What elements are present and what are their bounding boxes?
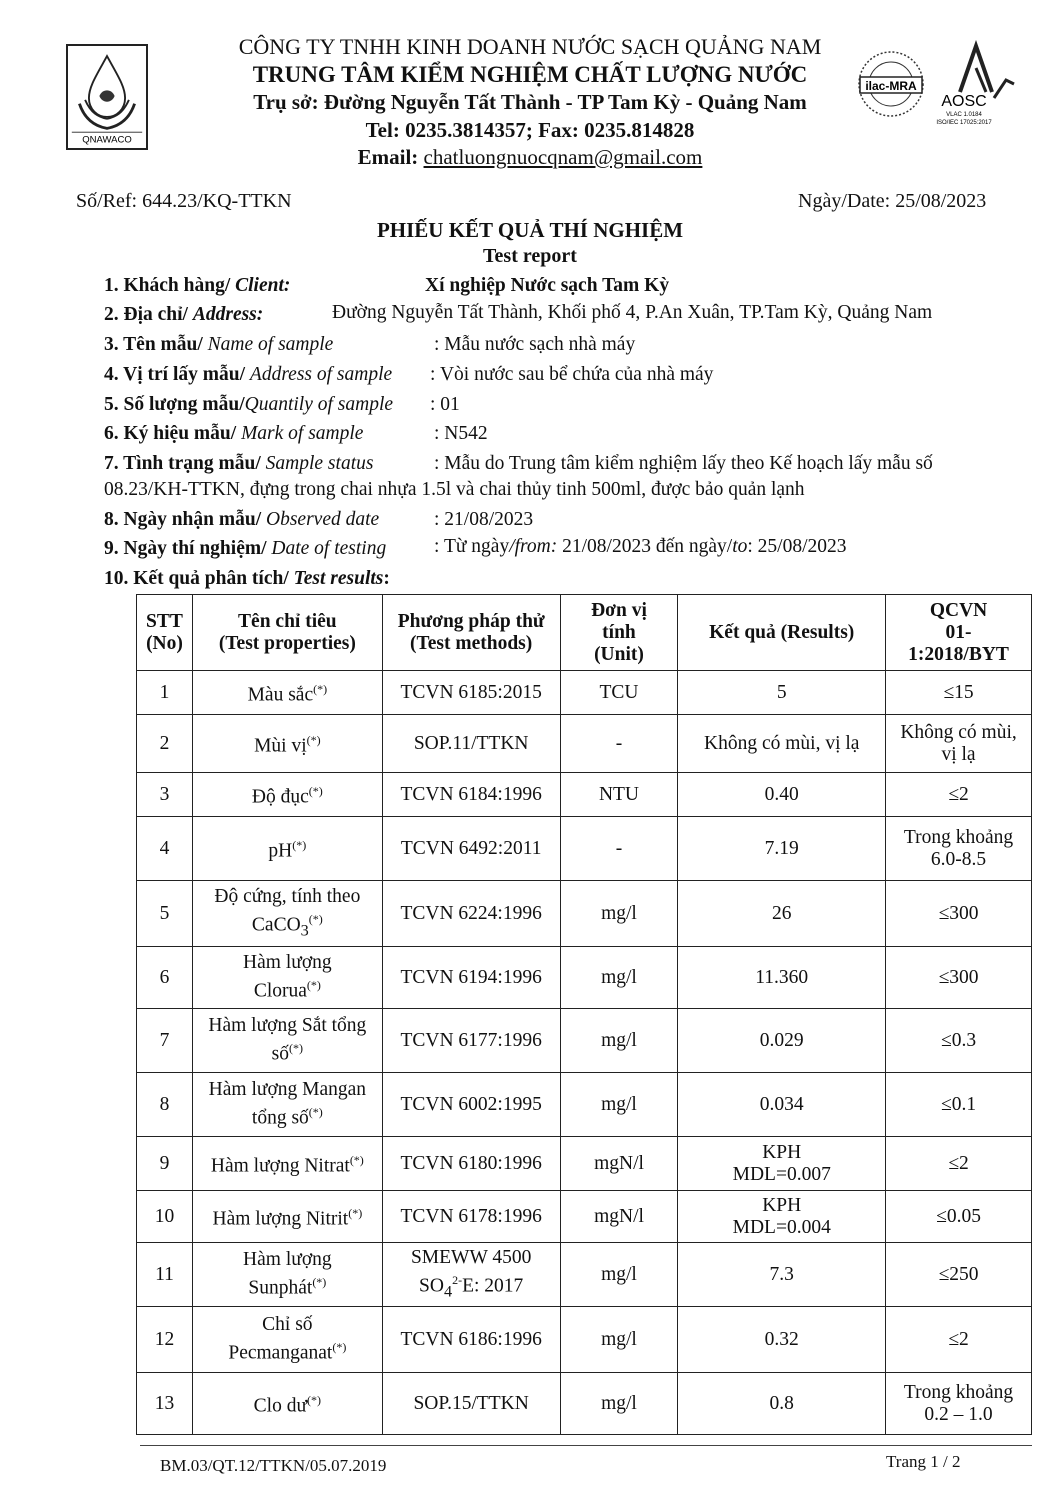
row-unit: mg/l (560, 1009, 678, 1073)
row-result: 0.029 (678, 1009, 886, 1073)
table-row (137, 1137, 1032, 1191)
row-standard: ≤250 (886, 1243, 1032, 1307)
row-result: KPH MDL=0.004 (678, 1191, 886, 1243)
row-no: 4 (137, 817, 193, 881)
page-number: Trang 1 / 2 (886, 1452, 961, 1471)
info-sample-name: 3. Tên mẫu/ Name of sample (104, 334, 334, 355)
row-standard: ≤0.1 (886, 1073, 1032, 1137)
row-method: SMEWW 4500 $SO_4^{2-}E$: 2017 (382, 1243, 560, 1307)
row-unit: NTU (560, 773, 678, 817)
row-result: 5 (678, 671, 886, 715)
row-standard: ≤2 (886, 1307, 1032, 1373)
info-observed-date-value: : 21/08/2023 (434, 509, 534, 530)
row-unit: - (560, 715, 678, 773)
table-row (137, 715, 1032, 773)
row-method: TCVN 6002:1995 (382, 1073, 560, 1137)
info-testing-date-value: : Từ ngày/from: 21/08/2023 đến ngày/to: 25/08/2023 (434, 536, 847, 557)
row-method: TCVN 6180:1996 (382, 1137, 560, 1191)
row-unit: mg/l (560, 881, 678, 947)
email-line (160, 145, 900, 170)
table-row (137, 1191, 1032, 1243)
info-status: 7. Tình trạng mẫu/ Sample status (104, 453, 374, 474)
aosc-logo (930, 40, 1022, 132)
company-name: CÔNG TY TNHH KINH DOANH NƯỚC SẠCH QUẢNG NAM (238, 34, 822, 59)
address-line: Trụ sở: Đường Nguyễn Tất Thành - TP Tam Kỳ - Quảng Nam (253, 90, 807, 114)
header-standard: QCVN 01- 1:2018/BYT (886, 595, 1032, 671)
info-observed-date: 8. Ngày nhận mẫu/ Observed date (104, 509, 380, 530)
table-row (137, 1009, 1032, 1073)
row-method: TCVN 6224:1996 (382, 881, 560, 947)
row-result: KPH MDL=0.007 (678, 1137, 886, 1191)
row-result: 0.034 (678, 1073, 886, 1137)
info-sample-name-value: : Mẫu nước sạch nhà máy (434, 334, 636, 355)
table-row (137, 1373, 1032, 1435)
table-row (137, 817, 1032, 881)
row-unit: mg/l (560, 1373, 678, 1435)
row-unit: mg/l (560, 1073, 678, 1137)
row-method: TCVN 6177:1996 (382, 1009, 560, 1073)
footer-divider (140, 1445, 1032, 1446)
row-method: SOP.15/TTKN (382, 1373, 560, 1435)
row-unit: mg/l (560, 1307, 678, 1373)
info-address-value: Đường Nguyễn Tất Thành, Khối phố 4, P.An Xuân, TP.Tam Kỳ, Quảng Nam (332, 302, 933, 323)
row-standard: ≤300 (886, 947, 1032, 1009)
row-result: 7.19 (678, 817, 886, 881)
row-name: Hàm lượng Sắt tổng số(*) (192, 1009, 382, 1073)
row-result: 0.8 (678, 1373, 886, 1435)
row-no: 7 (137, 1009, 193, 1073)
info-client: 1. Khách hàng/ Client: (104, 275, 291, 296)
info-mark-value: : N542 (434, 423, 488, 444)
row-name: Chỉ số Pecmanganat(*) (192, 1307, 382, 1373)
row-no: 8 (137, 1073, 193, 1137)
row-method: TCVN 6178:1996 (382, 1191, 560, 1243)
phone-line: Tel: 0235.3814357; Fax: 0235.814828 (365, 118, 695, 142)
table-row (137, 671, 1032, 715)
company-logo-text: QNAWACO (82, 134, 132, 146)
row-method: TCVN 6184:1996 (382, 773, 560, 817)
row-standard: ≤300 (886, 881, 1032, 947)
row-method: TCVN 6492:2011 (382, 817, 560, 881)
table-row (137, 947, 1032, 1009)
row-name: Hàm lượng Nitrat(*) (192, 1137, 382, 1191)
row-no: 9 (137, 1137, 193, 1191)
row-no: 1 (137, 671, 193, 715)
row-method: TCVN 6185:2015 (382, 671, 560, 715)
info-mark: 6. Ký hiệu mẫu/ Mark of sample (104, 423, 364, 444)
row-unit: mgN/l (560, 1191, 678, 1243)
row-unit: TCU (560, 671, 678, 715)
row-result: 7.3 (678, 1243, 886, 1307)
row-standard: ≤2 (886, 1137, 1032, 1191)
row-name: Hàm lượng Nitrit(*) (192, 1191, 382, 1243)
table-row (137, 881, 1032, 947)
reference-number: Số/Ref: 644.23/KQ-TTKN (76, 190, 292, 212)
info-quantity: 5. Số lượng mẫu/Quantily of sample (104, 394, 394, 415)
row-standard: Không có mùi, vị lạ (886, 715, 1032, 773)
info-sample-location: 4. Vị trí lấy mẫu/ Address of sample (104, 364, 393, 385)
row-method: SOP.11/TTKN (382, 715, 560, 773)
aosc-sub1: VLAC 1.0184 (946, 112, 982, 118)
row-standard: Trong khoảng 0.2 – 1.0 (886, 1373, 1032, 1435)
row-name: pH(*) (192, 817, 382, 881)
report-title: PHIẾU KẾT QUẢ THÍ NGHIỆM (376, 218, 684, 242)
aosc-text: AOSC (941, 93, 987, 110)
row-no: 11 (137, 1243, 193, 1307)
row-name: Hàm lượng Mangan tổng số(*) (192, 1073, 382, 1137)
company-logo (66, 44, 148, 150)
row-unit: - (560, 817, 678, 881)
row-result: 11.360 (678, 947, 886, 1009)
row-standard: ≤2 (886, 773, 1032, 817)
row-standard: ≤0.05 (886, 1191, 1032, 1243)
row-method: TCVN 6186:1996 (382, 1307, 560, 1373)
header-stt: STT (No) (137, 595, 193, 671)
header-method: Phương pháp thử (Test methods) (382, 595, 560, 671)
row-standard: ≤15 (886, 671, 1032, 715)
ilac-mra-text: ilac-MRA (865, 79, 917, 93)
row-method: TCVN 6194:1996 (382, 947, 560, 1009)
table-row (137, 1073, 1032, 1137)
row-no: 3 (137, 773, 193, 817)
row-name: Clo dư(*) (192, 1373, 382, 1435)
table-row (137, 1307, 1032, 1373)
row-name: Mùi vị(*) (192, 715, 382, 773)
row-result: 0.40 (678, 773, 886, 817)
row-no: 12 (137, 1307, 193, 1373)
email-link[interactable]: chatluongnuocqnam@gmail.com (423, 145, 703, 169)
row-name: Màu sắc(*) (192, 671, 382, 715)
row-name: Hàm lượng Sunphát(*) (192, 1243, 382, 1307)
header-result: Kết quả (Results) (678, 595, 886, 671)
row-no: 6 (137, 947, 193, 1009)
header-unit: Đơn vị tính (Unit) (560, 595, 678, 671)
aosc-sub2: ISO/IEC 17025:2017 (936, 120, 992, 126)
row-unit: mg/l (560, 947, 678, 1009)
row-result: 26 (678, 881, 886, 947)
info-status-value: : Mẫu do Trung tâm kiểm nghiệm lấy theo Kế hoạch lấy mẫu số (434, 453, 933, 474)
info-client-value: Xí nghiệp Nước sạch Tam Kỳ (425, 275, 670, 296)
results-table (136, 594, 1032, 1435)
row-unit: mg/l (560, 1243, 678, 1307)
info-testing-date: 9. Ngày thí nghiệm/ Date of testing (104, 538, 387, 559)
row-standard: ≤0.3 (886, 1009, 1032, 1073)
center-name: TRUNG TÂM KIỂM NGHIỆM CHẤT LƯỢNG NƯỚC (252, 62, 808, 87)
info-sample-location-value: : Vòi nước sau bể chứa của nhà máy (430, 364, 714, 385)
row-name: Độ cứng, tính theo CaCO$_3$(*) (192, 881, 382, 947)
info-address: 2. Địa chỉ/ Address: (104, 304, 264, 325)
info-quantity-value: : 01 (430, 394, 460, 415)
row-no: 5 (137, 881, 193, 947)
info-status-value-line2: 08.23/KH-TTKN, đựng trong chai nhựa 1.5l và chai thủy tinh 500ml, được bảo quản lạnh (104, 479, 805, 500)
header-name: Tên chỉ tiêu (Test properties) (192, 595, 382, 671)
row-standard: Trong khoảng 6.0-8.5 (886, 817, 1032, 881)
email-label: Email: (357, 145, 424, 169)
row-result: Không có mùi, vị lạ (678, 715, 886, 773)
form-code: BM.03/QT.12/TTKN/05.07.2019 (160, 1456, 387, 1475)
report-date: Ngày/Date: 25/08/2023 (798, 190, 987, 212)
info-test-results: 10. Kết quả phân tích/ Test results: (104, 568, 390, 589)
row-name: Hàm lượng Clorua(*) (192, 947, 382, 1009)
row-unit: mgN/l (560, 1137, 678, 1191)
table-row (137, 1243, 1032, 1307)
table-row (137, 773, 1032, 817)
report-subtitle: Test report (483, 245, 577, 267)
row-no: 2 (137, 715, 193, 773)
row-name: Độ đục(*) (192, 773, 382, 817)
row-no: 13 (137, 1373, 193, 1435)
row-no: 10 (137, 1191, 193, 1243)
row-result: 0.32 (678, 1307, 886, 1373)
